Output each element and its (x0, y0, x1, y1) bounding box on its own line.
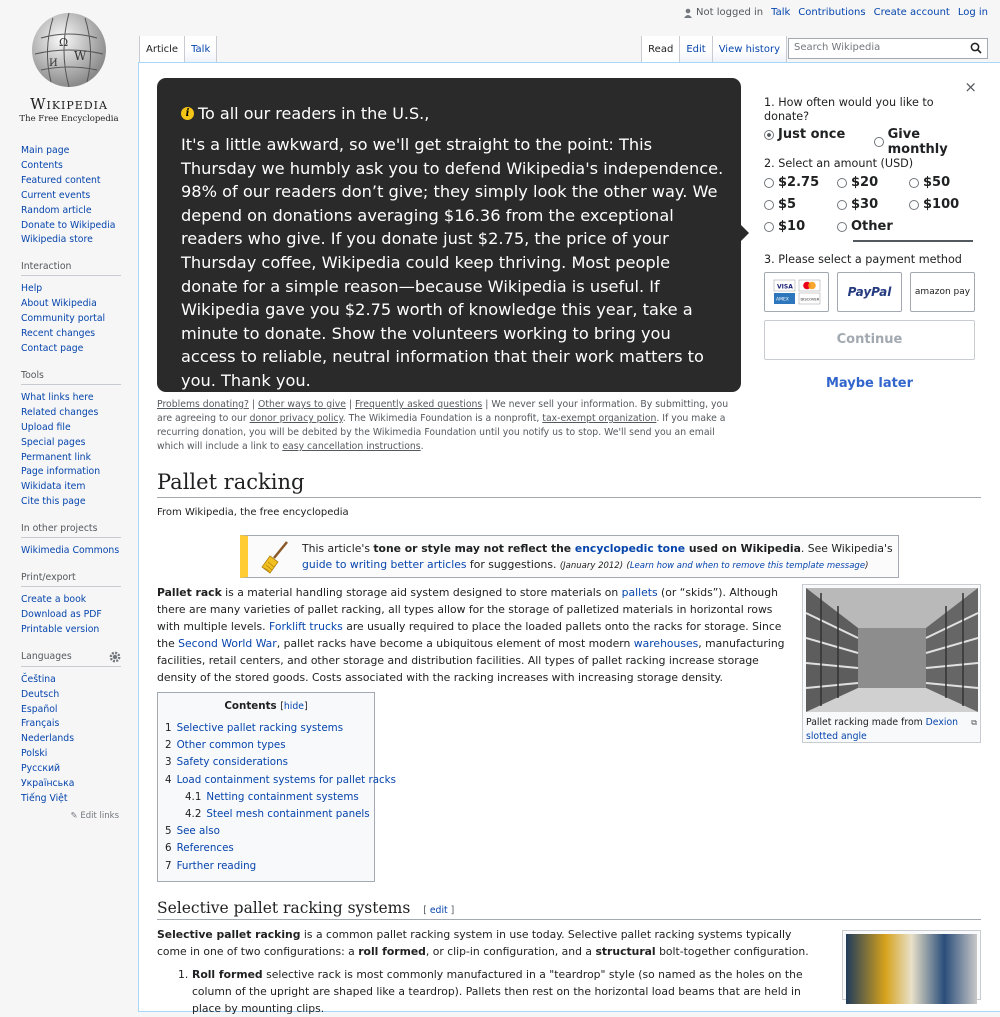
info-icon: i (181, 107, 194, 120)
tab-read[interactable]: Read (641, 36, 680, 62)
toc-item[interactable] (165, 737, 367, 754)
languages-heading-row (21, 651, 121, 667)
toc-item[interactable] (165, 840, 367, 857)
tab-talk[interactable]: Talk (185, 36, 217, 62)
warehouse-photo (806, 588, 978, 712)
namespace-tabs (139, 36, 217, 62)
radio-icon (909, 200, 919, 210)
intro-text: , pallet racks have become a ubiquitous element of most modern (276, 637, 634, 651)
section-bold: Selective pallet racking (157, 928, 301, 941)
personal-tools (683, 7, 988, 18)
toc-number: 6 (165, 842, 172, 855)
payment-question: 3. Please select a payment method (764, 253, 962, 266)
talk-link[interactable]: Talk (771, 7, 791, 18)
amount-label: $2.75 (778, 175, 820, 190)
sidebar-tools (21, 370, 131, 510)
sidebar-item-main-page[interactable]: Main page (21, 145, 70, 156)
amount-option[interactable] (909, 197, 959, 212)
sidebar-item-wikidata-item[interactable]: Wikidata item (21, 481, 86, 493)
credit-cards-icon (772, 278, 822, 306)
pallet-racking-image[interactable] (806, 588, 978, 712)
sidebar-item-permanent-link[interactable]: Permanent link (21, 451, 91, 463)
toc-number: 1 (165, 722, 172, 734)
donation-disclaimer: Problems donating? | Other ways to give | Frequently asked questions | We never sell your information. By submitting, you are agreeing to our donor privacy policy. The Wikimedia Foundation is a nonprofit, tax-exempt organization. If you make a recurring donation, you will be debited by the Wikimedia Foundation until you notify us to stop. We'll send you an email which will include a link to easy cancellation instructions. (157, 399, 729, 452)
toc-hide-link[interactable]: hide (283, 701, 304, 712)
lang-ru[interactable]: Русский (21, 763, 61, 775)
amount-other[interactable] (837, 219, 893, 234)
sidebar-item-store[interactable]: Wikipedia store (21, 234, 93, 246)
encyclopedic-tone-link[interactable]: encyclopedic tone (574, 542, 686, 555)
toc-link[interactable]: Other common types (176, 739, 286, 752)
sidebar-navigation (21, 144, 131, 248)
notice-text: This article's tone or style may not reflect the encyclopedic tone used on Wikipedia. See Wikipedia's guide to writing better articles for suggestions. (January 2012) (Learn how and when to remove this template message) (302, 542, 893, 571)
svg-text:VISA: VISA (776, 283, 793, 291)
intro-paragraph (157, 584, 785, 687)
toc-link[interactable]: Netting containment systems (206, 790, 359, 803)
problems-donating-link[interactable]: Problems donating? (157, 399, 249, 410)
freq-just-once-label: Just once (778, 127, 846, 142)
create-account-link[interactable]: Create account (873, 7, 950, 18)
appeal-heading-text: To all our readers in the U.S., (198, 104, 430, 123)
pay-paypal-button[interactable] (837, 272, 902, 312)
search-icon[interactable] (970, 42, 982, 54)
figure-caption (806, 716, 977, 743)
svg-text:И: И (49, 58, 58, 69)
disclaimer-text: . (420, 441, 424, 452)
broom-icon (260, 540, 292, 574)
toc-link[interactable]: Safety considerations (176, 756, 288, 769)
view-tabs (641, 36, 787, 62)
svg-text:Ω: Ω (59, 36, 69, 49)
tone-notice (240, 535, 899, 578)
section-paragraph (157, 926, 817, 960)
expand-icon[interactable]: ⧉ (971, 718, 977, 727)
radio-icon (837, 200, 847, 210)
amazon-pay-label: amazon pay (914, 287, 971, 297)
lang-es[interactable]: Español (21, 703, 58, 715)
section-bold: structural (595, 945, 656, 959)
sidebar-item-download-pdf[interactable]: Download as PDF (21, 608, 102, 620)
frequency-question: 1. How often would you like to donate? (764, 96, 934, 123)
intro-text: are usually required to place the loaded pallets onto the racks for storage. Since the (157, 620, 782, 651)
toc-number: 2 (165, 739, 172, 752)
radio-selected-icon (764, 130, 774, 140)
radio-icon (764, 200, 774, 210)
lang-nl[interactable]: Nederlands (21, 733, 75, 745)
amount-label: $10 (778, 219, 806, 234)
sidebar-item-contact[interactable]: Contact page (21, 342, 84, 354)
not-logged-in-label: Not logged in (696, 7, 764, 18)
contributions-link[interactable]: Contributions (798, 7, 866, 18)
lang-pl[interactable]: Polski (21, 748, 48, 760)
rack-photo (846, 934, 977, 1004)
sidebar (21, 144, 131, 834)
toc-title-row: Contents [hide] (224, 700, 308, 712)
pay-amazon-button[interactable] (910, 272, 975, 312)
interaction-heading: Interaction (21, 261, 121, 276)
tab-edit[interactable]: Edit (680, 36, 712, 62)
section-edit-link[interactable]: edit (429, 905, 448, 916)
edit-links-label: Edit links (80, 810, 119, 821)
cancellation-link[interactable]: easy cancellation instructions (282, 441, 421, 452)
other-amount-input[interactable] (853, 240, 973, 242)
freq-just-once[interactable] (764, 127, 845, 142)
sidebar-item-upload-file[interactable]: Upload file (21, 421, 71, 433)
log-in-link[interactable]: Log in (957, 7, 988, 18)
notice-part: . See Wikipedia's (800, 542, 893, 555)
sidebar-item-related-changes[interactable]: Related changes (21, 406, 99, 418)
pay-card-button[interactable] (764, 272, 829, 312)
warehouses-link[interactable]: warehouses (633, 637, 699, 651)
intro-text: (or “skids”). Although there are many varieties of pallet racking, all types allow for the storage of palletized materials in horizontal rows with multiple levels. (157, 586, 778, 634)
tab-article[interactable]: Article (139, 36, 185, 62)
amount-label: $30 (851, 197, 879, 212)
toc-item[interactable] (165, 720, 367, 737)
sidebar-item-create-book[interactable]: Create a book (21, 594, 87, 606)
radio-icon (764, 222, 774, 232)
other-projects-heading: In other projects (21, 523, 121, 538)
sidebar-print-export (21, 572, 131, 638)
toc-item[interactable] (165, 806, 370, 823)
amount-option[interactable] (764, 219, 805, 234)
forklift-link[interactable]: Forklift trucks (269, 620, 343, 634)
toc-link[interactable]: See also (176, 825, 220, 838)
amount-label: $20 (851, 175, 879, 190)
toc-item[interactable] (165, 772, 396, 789)
notice-part: This article's (302, 542, 374, 555)
sidebar-item-random-article[interactable]: Random article (21, 204, 92, 216)
amount-question: 2. Select an amount (USD) (764, 157, 914, 170)
radio-icon (764, 178, 774, 188)
toc-link[interactable]: Selective pallet racking systems (176, 722, 344, 734)
caption-text: Pallet racking made from (806, 717, 926, 728)
sidebar-languages (21, 651, 131, 821)
edit-links[interactable] (21, 811, 119, 821)
svg-text:AMEX: AMEX (775, 297, 789, 303)
toc-link[interactable]: References (176, 842, 234, 855)
sidebar-item-current-events[interactable]: Current events (21, 189, 91, 201)
lang-uk[interactable]: Українська (21, 778, 75, 790)
toc-number: 7 (165, 859, 172, 872)
freq-monthly[interactable] (874, 127, 980, 157)
toc-item[interactable] (165, 789, 367, 806)
lang-cs[interactable]: Čeština (21, 673, 56, 685)
tab-view-history[interactable]: View history (713, 36, 787, 62)
list-bold: Roll formed (192, 968, 263, 981)
page-title: Pallet racking (157, 470, 981, 498)
toc-title: Contents (224, 700, 277, 712)
amount-option[interactable] (764, 175, 819, 190)
fundraising-appeal (157, 78, 741, 392)
sidebar-item-special-pages[interactable]: Special pages (21, 436, 86, 448)
amount-option[interactable] (837, 197, 878, 212)
continue-button[interactable]: Continue (764, 320, 975, 360)
disclaimer-text: . The Wikimedia Foundation is a nonprofit, (342, 413, 543, 424)
amount-label: $5 (778, 197, 797, 212)
lang-fr[interactable]: Français (21, 718, 60, 730)
guide-link[interactable]: guide to writing better articles (302, 558, 467, 571)
table-of-contents (157, 692, 396, 882)
notice-part: for suggestions. (466, 558, 557, 571)
radio-icon (837, 222, 847, 232)
paypal-label: PayPal (847, 285, 892, 299)
toc-link[interactable]: Steel mesh containment panels (206, 808, 370, 821)
gear-icon[interactable] (109, 651, 121, 663)
sidebar-other-projects (21, 523, 131, 559)
list-number: 1. (178, 968, 189, 981)
notice-bold: used on Wikipedia (685, 542, 801, 555)
site-subtitle: From Wikipedia, the free encyclopedia (157, 507, 349, 518)
sidebar-item-help[interactable]: Help (21, 283, 43, 295)
amount-option[interactable] (837, 175, 878, 190)
radio-icon (909, 178, 919, 188)
sidebar-item-printable-version[interactable]: Printable version (21, 623, 100, 635)
radio-icon (874, 137, 884, 147)
intro-text: , manufacturing facilities, retail centers, and other storage and distribution facilities. All types of pallet racking increase storage density of the stored goods. Costs associated with the racking increases with increasing storage density. (157, 637, 785, 685)
sidebar-item-page-information[interactable]: Page information (21, 466, 101, 478)
toc-item[interactable] (165, 823, 367, 840)
svg-text:DISCOVER: DISCOVER (800, 297, 819, 302)
thumbnail-figure (802, 584, 981, 743)
svg-text:W: W (74, 49, 87, 63)
sidebar-item-about[interactable]: About Wikipedia (21, 298, 97, 310)
privacy-policy-link[interactable]: donor privacy policy (249, 413, 343, 424)
sidebar-item-wikimedia-commons[interactable]: Wikimedia Commons (21, 545, 120, 557)
toc-number: 4.1 (185, 790, 202, 803)
faq-link[interactable]: Frequently asked questions (355, 399, 483, 410)
toc-number: 5 (165, 825, 172, 838)
ww2-link[interactable]: Second World War (178, 637, 277, 651)
wikipedia-logo[interactable] (10, 10, 128, 122)
amount-option[interactable] (909, 175, 950, 190)
section-heading-text: Selective pallet racking systems (157, 899, 411, 917)
toc-number: 4 (165, 773, 172, 786)
sidebar-item-what-links-here[interactable]: What links here (21, 391, 94, 403)
list-text: selective rack is most commonly manufactured in a "teardrop" style (so named as the holes on the column of the upright are shaped like a teardrop). Pallets then rest on the horizontal load beams that are held in place by mounting clips. (192, 968, 803, 1016)
section-image[interactable] (842, 930, 981, 1000)
user-icon (683, 8, 693, 18)
tax-exempt-link[interactable]: tax-exempt organization (542, 413, 657, 424)
toc-link[interactable]: Load containment systems for pallet racks (176, 773, 396, 786)
pallets-link[interactable]: pallets (621, 586, 658, 599)
amount-label: $50 (923, 175, 951, 190)
toc-item[interactable] (165, 858, 367, 875)
section-heading: Selective pallet racking systems [ edit ] (157, 899, 981, 920)
freq-monthly-label: Give monthly (887, 127, 948, 157)
sidebar-item-featured-content[interactable]: Featured content (21, 174, 101, 186)
appeal-heading (181, 104, 429, 123)
appeal-message: It's a little awkward, so we'll get straight to the point: This Thursday we humbly ask you to defend Wikipedia's independence. 98% of our readers don’t give; they simply look the other way. We depend on donations averaging $16.36 from the exceptional readers who give. If you donate just $2.75, the price of your Thursday coffee, Wikipedia could keep thriving. Most people donate for a simple reason—because Wikipedia is useful. If Wikipedia gave you $2.75 worth of knowledge this year, take a minute to donate. Show the volunteers working to bring you access to reliable, neutral information that their work matters to you. Thank you. (181, 135, 724, 390)
puzzle-globe-icon (29, 10, 109, 90)
wordmark: Wikipedia (30, 95, 108, 113)
toc-link[interactable]: Further reading (176, 859, 257, 872)
tagline: The Free Encyclopedia (19, 114, 119, 124)
section-text: , or clip-in configuration, and a (425, 945, 596, 959)
notice-date: (January 2012) (559, 561, 624, 571)
maybe-later-button[interactable]: Maybe later (825, 376, 914, 391)
search-placeholder: Search Wikipedia (794, 42, 881, 53)
notice-bold: tone or style may not reflect the (373, 542, 575, 555)
print-export-heading: Print/export (21, 572, 121, 587)
sidebar-item-community-portal[interactable]: Community portal (21, 313, 106, 325)
list-item (178, 966, 812, 1017)
sidebar-item-donate[interactable]: Donate to Wikipedia (21, 219, 116, 231)
toc-number: 3 (165, 756, 172, 769)
sidebar-interaction (21, 261, 131, 357)
tools-heading: Tools (21, 370, 121, 385)
amount-other-label: Other (851, 219, 893, 234)
pencil-icon: ✎ (70, 810, 78, 821)
intro-bold: Pallet rack (157, 586, 222, 599)
appeal-pointer (741, 225, 749, 241)
amount-option[interactable] (764, 197, 796, 212)
sidebar-item-cite-this-page[interactable]: Cite this page (21, 496, 86, 508)
toc-number: 4.2 (185, 808, 202, 821)
learn-remove-link[interactable]: Learn how and when to remove this template message (629, 561, 866, 571)
not-logged-in (683, 7, 763, 18)
dexion-link[interactable]: Dexion slotted angle (806, 717, 959, 742)
sidebar-item-contents[interactable]: Contents (21, 159, 63, 171)
lang-vi[interactable]: Tiếng Việt (21, 793, 68, 804)
sidebar-item-recent-changes[interactable]: Recent changes (21, 328, 96, 340)
amount-label: $100 (923, 197, 960, 212)
toc-item[interactable] (165, 754, 367, 771)
lang-de[interactable]: Deutsch (21, 688, 60, 700)
section-bold: roll formed (358, 945, 426, 959)
other-ways-link[interactable]: Other ways to give (258, 399, 346, 410)
disclaimer-text: | We never sell your information. By submitting, you are agreeing to our (157, 399, 729, 424)
search-input[interactable] (788, 38, 988, 59)
section-text: bolt-together configuration. (655, 945, 809, 959)
close-icon[interactable]: × (964, 78, 977, 96)
section-text: is a common pallet racking system in use today. Selective pallet racking systems typically come in one of two configurations: a (157, 928, 792, 959)
languages-heading: Languages (21, 651, 72, 663)
radio-icon (837, 178, 847, 188)
intro-text: is a material handling storage aid system designed to store materials on (221, 586, 622, 599)
disclaimer-text: . If you make a recurring donation, you will be debited by the Wikimedia Foundation until you notify us to stop. We'll send you an email which will include a link to (157, 413, 726, 452)
